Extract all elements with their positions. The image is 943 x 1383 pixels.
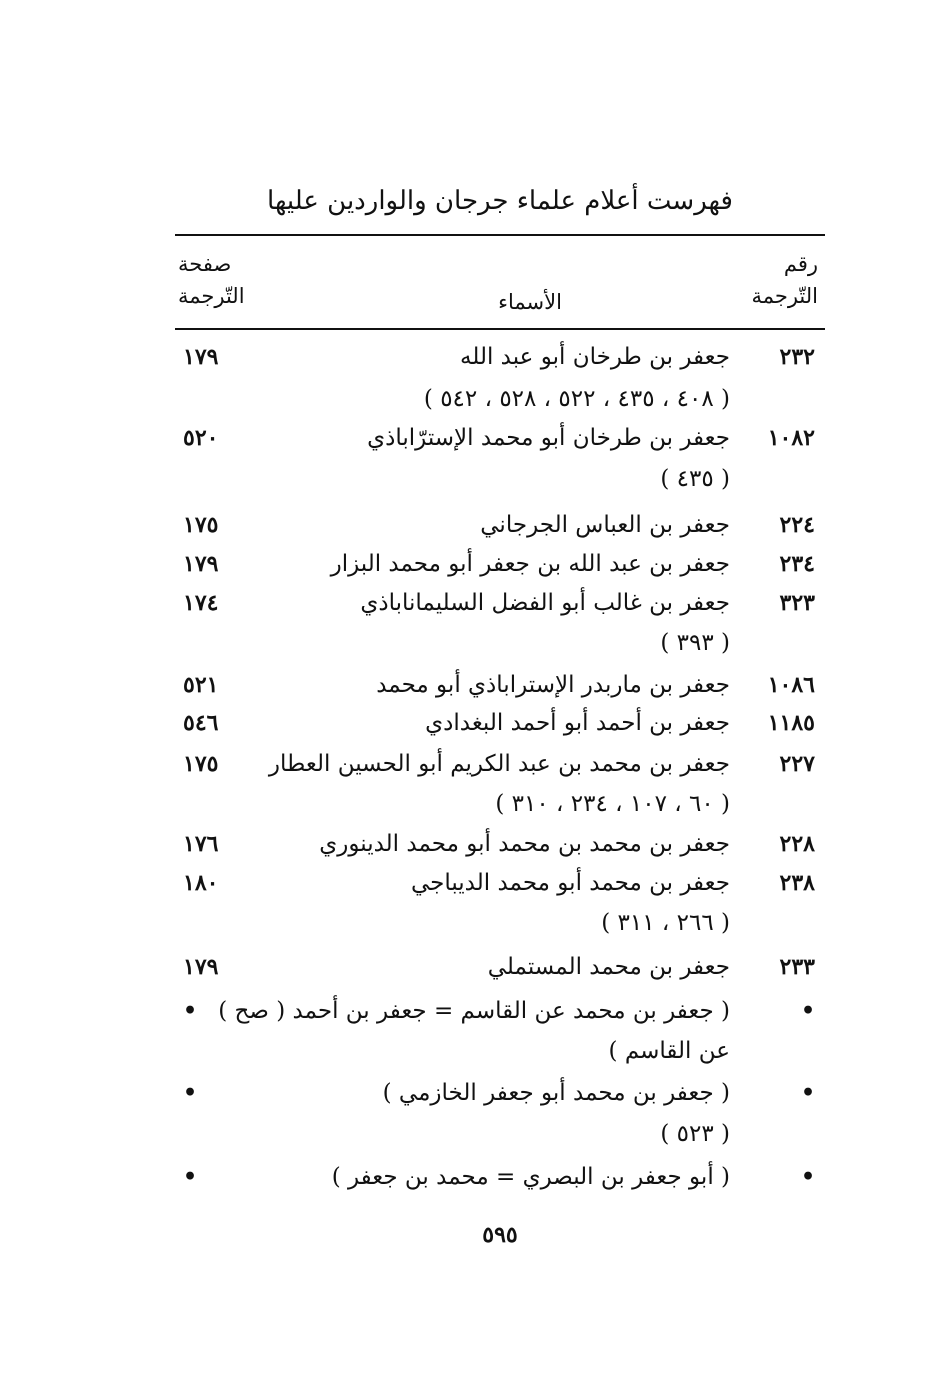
column-header-page-line2: التّرجمة bbox=[178, 284, 245, 308]
column-header-number-line1: رقم bbox=[783, 252, 818, 276]
entry-page: ١٧٩ bbox=[183, 551, 219, 577]
entry-name: جعفر بن طرخان أبو عبد الله bbox=[460, 344, 730, 370]
column-header-number-line2: التّرجمة bbox=[751, 284, 818, 308]
column-header-page bbox=[178, 248, 245, 312]
entry-page: ١٧٤ bbox=[183, 590, 219, 616]
entry-name: ( جعفر بن محمد عن القاسم = جعفر بن أحمد ( صح ) bbox=[218, 998, 730, 1024]
entry-name: ( أبو جعفر بن البصري = محمد بن جعفر ) bbox=[331, 1164, 730, 1190]
index-row bbox=[175, 512, 825, 552]
index-row bbox=[175, 1121, 825, 1161]
index-row bbox=[175, 954, 825, 994]
entry-number: ٢٣٣ bbox=[779, 954, 815, 980]
entry-name: ( ٤٣٥ ) bbox=[660, 466, 730, 492]
index-row bbox=[175, 1038, 825, 1078]
entry-number: ٢٣٤ bbox=[779, 551, 815, 577]
entry-name: ( ٥٢٣ ) bbox=[660, 1121, 730, 1147]
page-number: ٥٩٥ bbox=[482, 1222, 518, 1248]
column-header-names: الأسماء bbox=[498, 290, 562, 314]
entry-page: ١٨٠ bbox=[183, 870, 219, 896]
entry-name: جعفر بن محمد بن محمد أبو محمد الدينوري bbox=[319, 831, 730, 857]
entry-page: • bbox=[183, 1164, 198, 1190]
entry-number: ٢٢٤ bbox=[779, 512, 815, 538]
index-row bbox=[175, 386, 825, 426]
entry-name: ( ٦٠ ، ١٠٧ ، ٢٣٤ ، ٣١٠ ) bbox=[495, 791, 730, 817]
index-row bbox=[175, 870, 825, 910]
index-row bbox=[175, 791, 825, 831]
entry-name: جعفر بن طرخان أبو محمد الإسترّاباذي bbox=[367, 425, 730, 451]
entry-name: ( ٤٠٨ ، ٤٣٥ ، ٥٢٢ ، ٥٢٨ ، ٥٤٢ ) bbox=[423, 386, 730, 412]
entry-page: ٥٢١ bbox=[183, 672, 219, 698]
entry-page: ١٧٥ bbox=[183, 512, 219, 538]
entry-number: ٢٣٢ bbox=[779, 344, 815, 370]
entry-number: ٣٢٣ bbox=[779, 590, 815, 616]
entry-page: ١٧٥ bbox=[183, 751, 219, 777]
index-row bbox=[175, 630, 825, 670]
entry-page: • bbox=[183, 998, 198, 1024]
entry-number: ٢٢٨ bbox=[779, 831, 815, 857]
index-row bbox=[175, 710, 825, 750]
entry-name: جعفر بن أحمد أبو أحمد البغدادي bbox=[425, 710, 730, 736]
header-rule bbox=[175, 328, 825, 330]
entry-number: • bbox=[800, 1164, 815, 1190]
entry-name: جعفر بن العباس الجرجاني bbox=[480, 512, 730, 538]
index-row bbox=[175, 466, 825, 506]
entry-name: جعفر بن محمد المستملي bbox=[487, 954, 730, 980]
entry-number: ١٠٨٢ bbox=[767, 425, 815, 451]
entry-number: • bbox=[800, 998, 815, 1024]
top-rule bbox=[175, 234, 825, 236]
entry-number: ١٠٨٦ bbox=[767, 672, 815, 698]
entry-page: ١٧٦ bbox=[183, 831, 219, 857]
entry-number: • bbox=[800, 1080, 815, 1106]
entry-name: جعفر بن ماربدر الإستراباذي أبو محمد bbox=[376, 672, 730, 698]
index-row bbox=[175, 672, 825, 712]
entry-name: جعفر بن محمد بن عبد الكريم أبو الحسين العطار bbox=[268, 751, 730, 777]
index-row bbox=[175, 551, 825, 591]
entry-page: ٥٢٠ bbox=[183, 425, 219, 451]
column-header-number bbox=[751, 248, 818, 312]
entry-name: جعفر بن عبد الله بن جعفر أبو محمد البزار bbox=[330, 551, 730, 577]
running-title: فهرست أعلام علماء جرجان والواردين عليها bbox=[267, 186, 733, 216]
index-row bbox=[175, 344, 825, 384]
index-row bbox=[175, 751, 825, 791]
entry-name: ( جعفر بن محمد أبو جعفر الخازمي ) bbox=[382, 1080, 730, 1106]
entry-number: ١١٨٥ bbox=[767, 710, 815, 736]
entry-name: جعفر بن غالب أبو الفضل السليماناباذي bbox=[360, 590, 730, 616]
entry-page: ١٧٩ bbox=[183, 954, 219, 980]
entry-page: ٥٤٦ bbox=[183, 710, 219, 736]
entry-name: ( ٢٦٦ ، ٣١١ ) bbox=[601, 910, 730, 936]
index-row bbox=[175, 425, 825, 465]
entry-number: ٢٣٨ bbox=[779, 870, 815, 896]
entry-name: عن القاسم ) bbox=[608, 1038, 730, 1064]
entry-name: جعفر بن محمد أبو محمد الديباجي bbox=[410, 870, 730, 896]
column-header-page-line1: صفحة bbox=[178, 252, 232, 276]
index-row bbox=[175, 1164, 825, 1204]
index-row bbox=[175, 910, 825, 950]
entry-number: ٢٢٧ bbox=[779, 751, 815, 777]
index-row bbox=[175, 831, 825, 871]
index-row bbox=[175, 998, 825, 1038]
entry-page: ١٧٩ bbox=[183, 344, 219, 370]
index-row bbox=[175, 590, 825, 630]
entry-name: ( ٣٩٣ ) bbox=[660, 630, 730, 656]
index-row bbox=[175, 1080, 825, 1120]
entry-page: • bbox=[183, 1080, 198, 1106]
